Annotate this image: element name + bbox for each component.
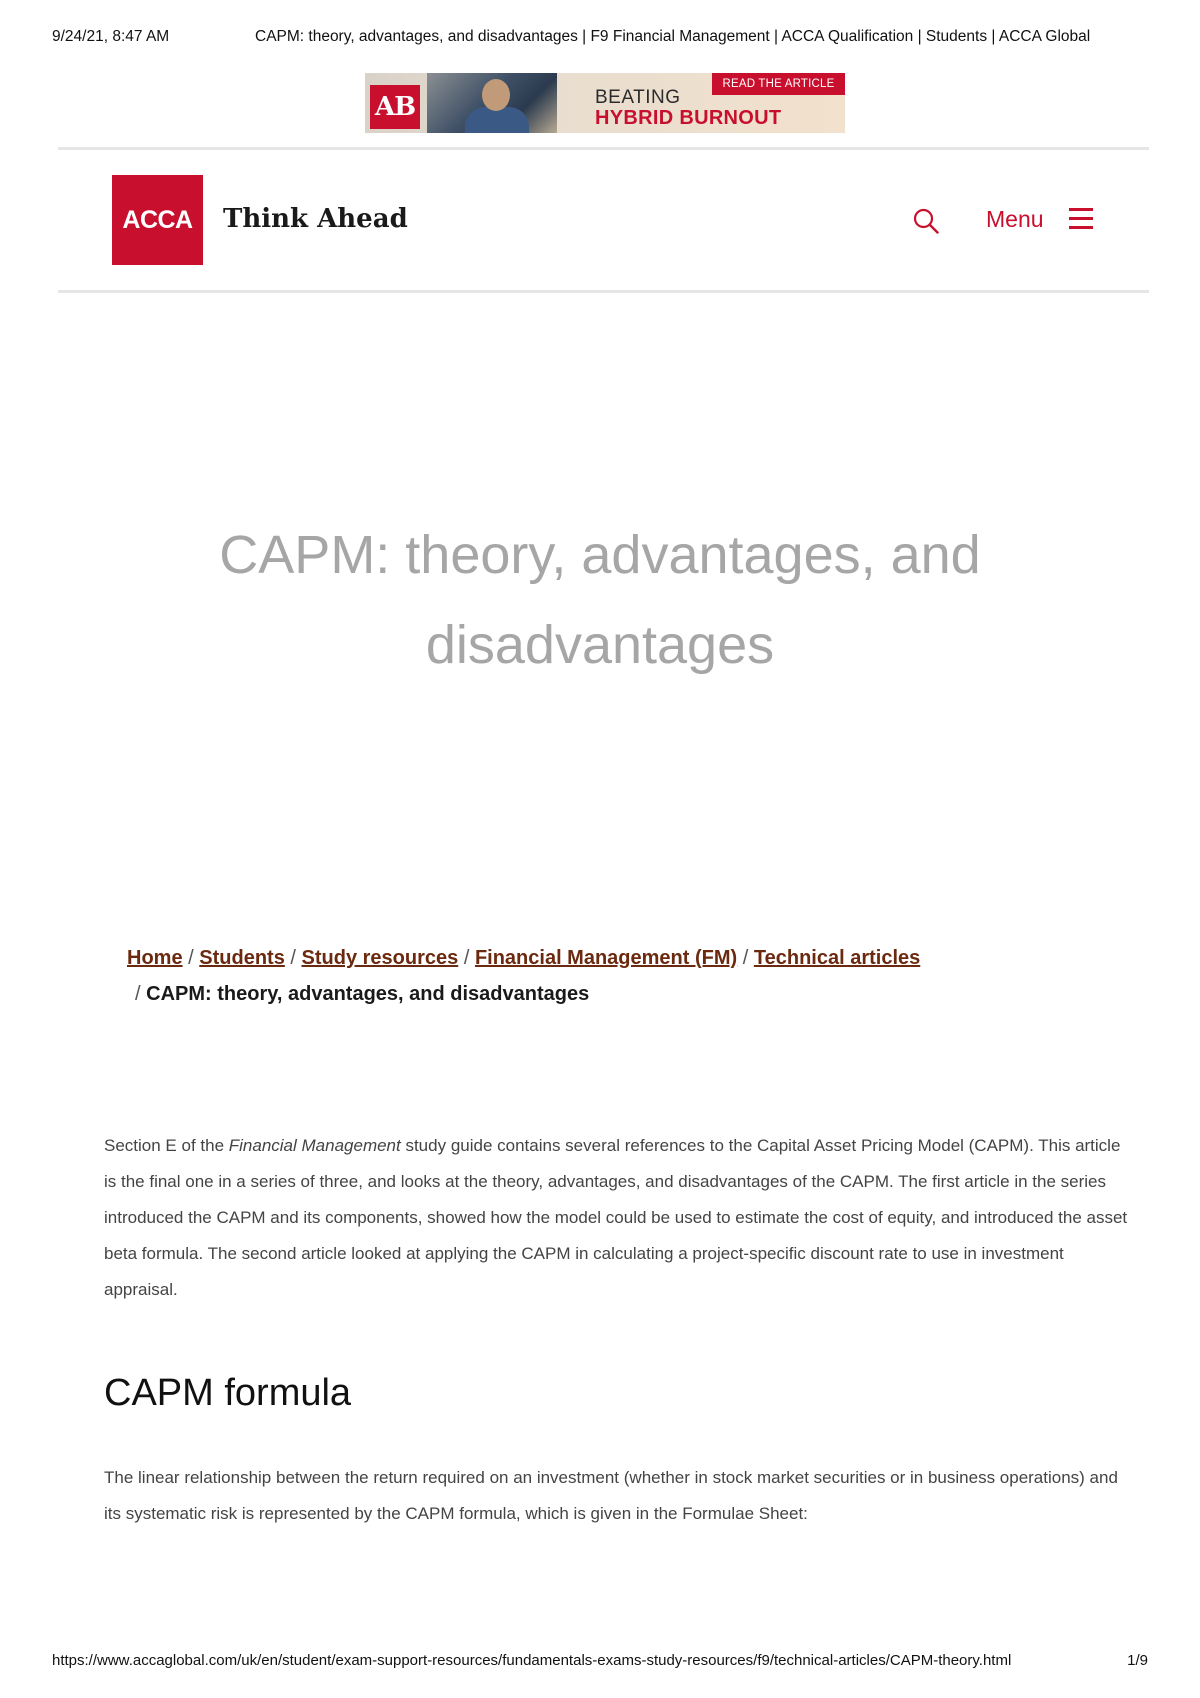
breadcrumb <box>127 940 1107 1012</box>
breadcrumb-current: CAPM: theory, advantages, and disadvantages <box>146 983 590 1005</box>
header-divider-top <box>58 147 1149 150</box>
print-footer <box>52 1652 1148 1672</box>
breadcrumb-link-study-resources[interactable]: Study resources <box>301 947 459 969</box>
print-page-number: 1/9 <box>1127 1652 1148 1669</box>
print-header <box>52 28 1148 48</box>
breadcrumb-link-home[interactable]: Home <box>127 947 183 969</box>
ad-headline-line1: BEATING <box>595 87 681 108</box>
page-title: CAPM: theory, advantages, and disadvantages <box>219 525 981 675</box>
ad-photo <box>427 73 557 133</box>
breadcrumb-separator: / <box>135 983 141 1005</box>
print-page-title: CAPM: theory, advantages, and disadvantages | F9 Financial Management | ACCA Qualification | Students | ACCA Global <box>255 28 1091 45</box>
breadcrumb-link-technical-articles[interactable]: Technical articles <box>753 947 921 969</box>
hamburger-menu-icon[interactable] <box>1069 208 1093 230</box>
breadcrumb-separator: / <box>290 947 296 969</box>
print-url: https://www.accaglobal.com/uk/en/student/exam-support-resources/fundamentals-exams-study-resources/f9/technical-articles/CAPM-theory.html <box>52 1652 1012 1669</box>
breadcrumb-link-students[interactable]: Students <box>199 947 285 969</box>
search-icon[interactable] <box>913 208 939 234</box>
acca-logo[interactable]: ACCA <box>112 175 203 265</box>
section-heading: CAPM formula <box>104 1372 352 1414</box>
header-divider-bottom <box>58 290 1149 293</box>
print-datetime: 9/24/21, 8:47 AM <box>52 28 170 45</box>
breadcrumb-separator: / <box>742 947 749 969</box>
breadcrumb-separator: / <box>463 947 470 969</box>
menu-button[interactable]: Menu <box>986 206 1044 232</box>
article-intro: Section E of the Financial Management study guide contains several references to the Capital Asset Pricing Model (CAPM). This article is the final one in a series of three, and looks at the theory, advantages, and disadvantages of the CAPM. The first article in the series introduced the CAPM and its components, showed how the model could be used to estimate the cost of equity, and introduced the asset beta formula. The second article looked at applying the CAPM in calculating a project-specific discount rate to use in investment appraisal. <box>104 1136 1128 1299</box>
site-tagline: Think Ahead <box>223 204 408 234</box>
section-paragraph: The linear relationship between the return required on an investment (whether in stock market securities or in business operations) and its systematic risk is represented by the CAPM formula, which is given in the Formulae Sheet: <box>104 1468 1118 1523</box>
ad-headline-line2: HYBRID BURNOUT <box>595 107 782 129</box>
ad-banner[interactable] <box>365 73 845 133</box>
guide-name: Financial Management <box>228 1136 401 1155</box>
breadcrumb-separator: / <box>188 947 194 969</box>
breadcrumb-link-financial-management[interactable]: Financial Management (FM) <box>474 947 738 969</box>
ad-logo: AB <box>370 85 420 129</box>
ad-read-article-button[interactable]: READ THE ARTICLE <box>712 73 845 95</box>
